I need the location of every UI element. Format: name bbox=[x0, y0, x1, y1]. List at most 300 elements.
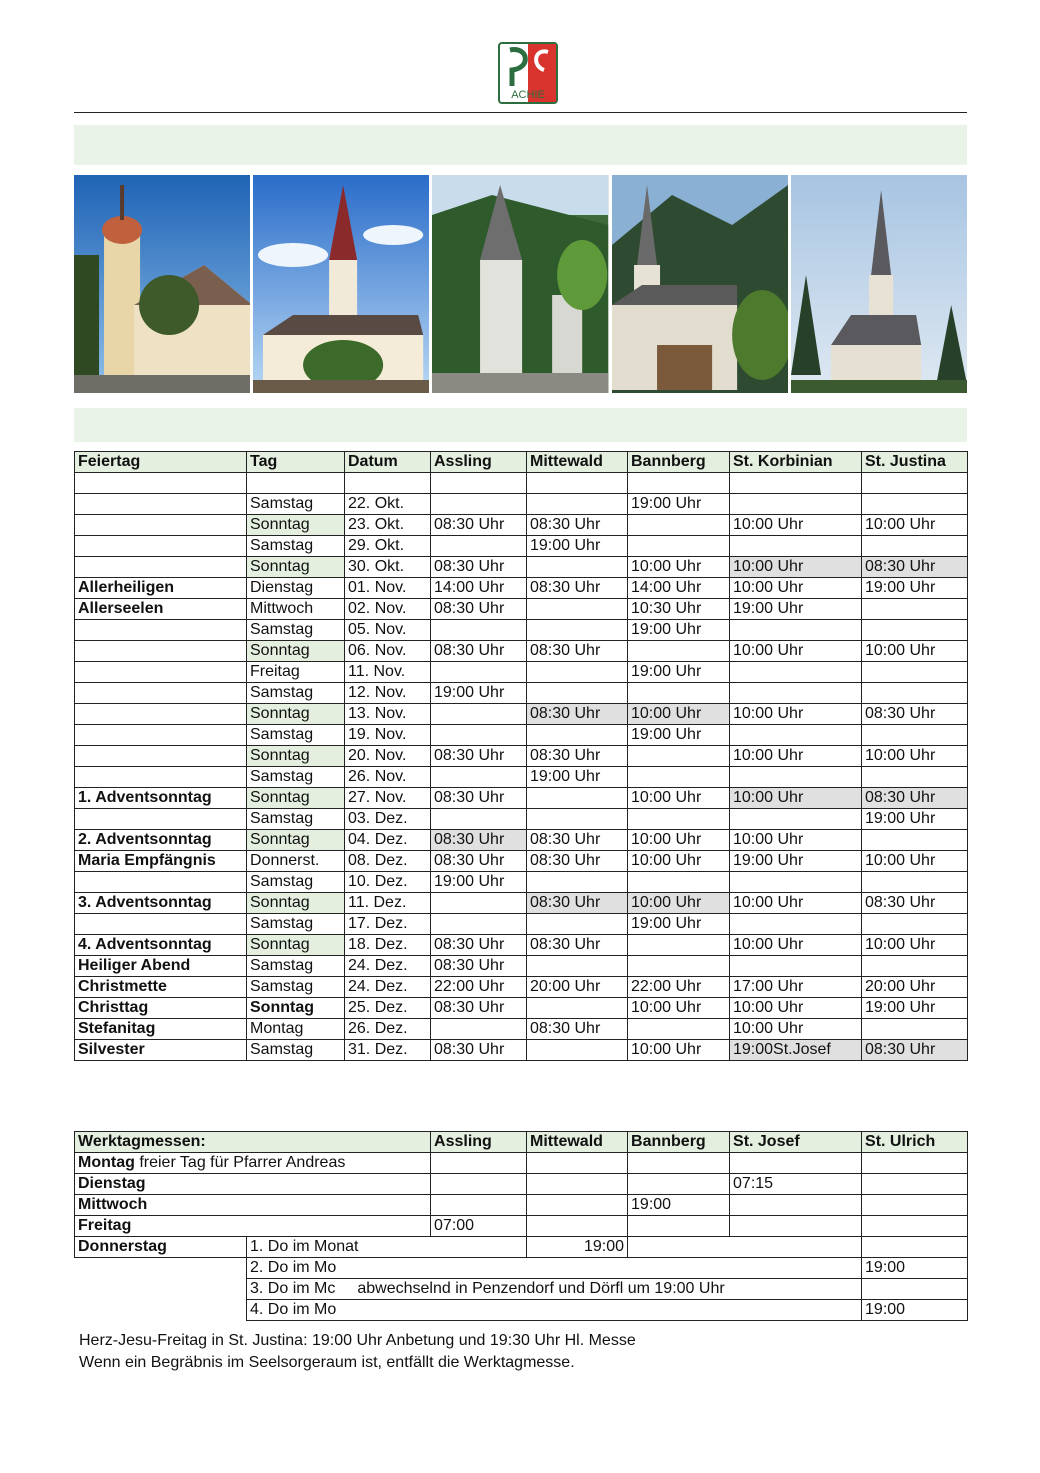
st-justina-cell bbox=[862, 536, 968, 557]
assling-cell bbox=[431, 494, 527, 515]
time-cell: 07:00 bbox=[431, 1216, 527, 1237]
feiertag-cell bbox=[75, 872, 247, 893]
datum-cell: 24. Dez. bbox=[345, 977, 431, 998]
assling-cell bbox=[431, 725, 527, 746]
mittewald-cell bbox=[527, 599, 628, 620]
table-row bbox=[75, 473, 968, 494]
assling-cell: 08:30 Uhr bbox=[431, 956, 527, 977]
tag-cell: Samstag bbox=[247, 809, 345, 830]
mittewald-cell: 08:30 Uhr bbox=[527, 851, 628, 872]
weekday-row-dienstag bbox=[75, 1174, 968, 1195]
st-justina-cell bbox=[862, 662, 968, 683]
cell bbox=[527, 1153, 628, 1174]
header-assling: Assling bbox=[431, 452, 527, 473]
tag-cell: Sonntag bbox=[247, 893, 345, 914]
tag-cell: Samstag bbox=[247, 1040, 345, 1061]
table-row bbox=[75, 641, 968, 662]
table-row bbox=[75, 872, 968, 893]
thursday-label: 3. Do im Mc bbox=[250, 1280, 336, 1297]
bannberg-cell bbox=[628, 473, 730, 494]
assling-cell bbox=[431, 620, 527, 641]
assling-cell: 08:30 Uhr bbox=[431, 998, 527, 1019]
table-row bbox=[75, 515, 968, 536]
st-korbinian-cell: 10:00 Uhr bbox=[730, 935, 862, 956]
day-label: Dienstag bbox=[75, 1174, 431, 1195]
st-korbinian-cell: 10:00 Uhr bbox=[730, 1019, 862, 1040]
st-korbinian-cell: 17:00 Uhr bbox=[730, 977, 862, 998]
datum-cell: 23. Okt. bbox=[345, 515, 431, 536]
table-row bbox=[75, 683, 968, 704]
thursday-label: 2. Do im Mo bbox=[247, 1258, 862, 1279]
bannberg-cell: 10:30 Uhr bbox=[628, 599, 730, 620]
bannberg-cell bbox=[628, 872, 730, 893]
cell bbox=[628, 1216, 730, 1237]
time-cell: 07:15 bbox=[730, 1174, 862, 1195]
st-justina-cell: 08:30 Uhr bbox=[862, 704, 968, 725]
assling-cell: 08:30 Uhr bbox=[431, 599, 527, 620]
feiertag-cell: 4. Adventsonntag bbox=[75, 935, 247, 956]
bannberg-cell bbox=[628, 515, 730, 536]
weekday-row-donnerstag-4 bbox=[75, 1300, 968, 1321]
mittewald-cell: 08:30 Uhr bbox=[527, 935, 628, 956]
time-cell: 19:00 bbox=[527, 1237, 628, 1258]
tag-cell: Montag bbox=[247, 1019, 345, 1040]
cell bbox=[730, 1216, 862, 1237]
st-korbinian-cell bbox=[730, 956, 862, 977]
tag-cell: Sonntag bbox=[247, 788, 345, 809]
st-korbinian-cell: 19:00 Uhr bbox=[730, 851, 862, 872]
bannberg-cell: 19:00 Uhr bbox=[628, 662, 730, 683]
st-korbinian-cell: 10:00 Uhr bbox=[730, 998, 862, 1019]
st-korbinian-cell: 10:00 Uhr bbox=[730, 641, 862, 662]
st-korbinian-cell: 10:00 Uhr bbox=[730, 557, 862, 578]
weekday-masses-table bbox=[74, 1131, 968, 1321]
assling-cell: 14:00 Uhr bbox=[431, 578, 527, 599]
st-justina-cell bbox=[862, 830, 968, 851]
feiertag-cell: 2. Adventsonntag bbox=[75, 830, 247, 851]
st-justina-cell bbox=[862, 599, 968, 620]
datum-cell: 13. Nov. bbox=[345, 704, 431, 725]
header-cell: Mittewald bbox=[527, 1132, 628, 1153]
feiertag-cell bbox=[75, 494, 247, 515]
time-cell: 19:00 bbox=[862, 1258, 968, 1279]
mittewald-cell: 08:30 Uhr bbox=[527, 578, 628, 599]
holiday-schedule-table bbox=[74, 451, 968, 1061]
datum-cell: 20. Nov. bbox=[345, 746, 431, 767]
thursday-label: 4. Do im Mo bbox=[247, 1300, 862, 1321]
datum-cell: 24. Dez. bbox=[345, 956, 431, 977]
cell bbox=[862, 1174, 968, 1195]
tag-cell bbox=[247, 473, 345, 494]
mittewald-cell: 20:00 Uhr bbox=[527, 977, 628, 998]
datum-cell: 18. Dez. bbox=[345, 935, 431, 956]
tag-cell: Samstag bbox=[247, 494, 345, 515]
table-row bbox=[75, 956, 968, 977]
mittewald-cell bbox=[527, 956, 628, 977]
mittewald-cell: 08:30 Uhr bbox=[527, 830, 628, 851]
feiertag-cell: Heiliger Abend bbox=[75, 956, 247, 977]
datum-cell: 17. Dez. bbox=[345, 914, 431, 935]
st-justina-cell: 10:00 Uhr bbox=[862, 851, 968, 872]
mittewald-cell bbox=[527, 788, 628, 809]
assling-cell: 08:30 Uhr bbox=[431, 641, 527, 662]
mittewald-cell bbox=[527, 662, 628, 683]
cell bbox=[730, 1153, 862, 1174]
header-cell: Werktagmessen: bbox=[75, 1132, 431, 1153]
mittewald-cell bbox=[527, 809, 628, 830]
tag-cell: Samstag bbox=[247, 977, 345, 998]
cell bbox=[862, 1216, 968, 1237]
assling-cell bbox=[431, 473, 527, 494]
header-mittewald: Mittewald bbox=[527, 452, 628, 473]
bannberg-cell: 10:00 Uhr bbox=[628, 851, 730, 872]
assling-cell bbox=[431, 662, 527, 683]
cell bbox=[862, 1279, 968, 1300]
header-st-justina: St. Justina bbox=[862, 452, 968, 473]
bannberg-cell bbox=[628, 641, 730, 662]
header-row bbox=[75, 452, 968, 473]
table-row bbox=[75, 662, 968, 683]
weekday-header-row bbox=[75, 1132, 968, 1153]
assling-cell: 08:30 Uhr bbox=[431, 746, 527, 767]
cell bbox=[628, 1174, 730, 1195]
feiertag-cell bbox=[75, 536, 247, 557]
table-row bbox=[75, 788, 968, 809]
bannberg-cell bbox=[628, 809, 730, 830]
tag-cell: Sonntag bbox=[247, 830, 345, 851]
assling-cell: 08:30 Uhr bbox=[431, 851, 527, 872]
st-korbinian-cell bbox=[730, 494, 862, 515]
bannberg-cell: 19:00 Uhr bbox=[628, 725, 730, 746]
cell bbox=[527, 1174, 628, 1195]
assling-cell: 08:30 Uhr bbox=[431, 935, 527, 956]
st-korbinian-cell bbox=[730, 914, 862, 935]
cell bbox=[75, 1258, 247, 1279]
table-row bbox=[75, 935, 968, 956]
header-tag: Tag bbox=[247, 452, 345, 473]
tag-cell: Samstag bbox=[247, 914, 345, 935]
section-band bbox=[74, 408, 967, 442]
table-row bbox=[75, 557, 968, 578]
svg-text:ACHIE: ACHIE bbox=[511, 89, 545, 101]
datum-cell: 26. Dez. bbox=[345, 1019, 431, 1040]
table-row bbox=[75, 536, 968, 557]
st-korbinian-cell: 10:00 Uhr bbox=[730, 578, 862, 599]
cell bbox=[431, 1174, 527, 1195]
st-justina-cell: 10:00 Uhr bbox=[862, 746, 968, 767]
feiertag-cell: 1. Adventsonntag bbox=[75, 788, 247, 809]
datum-cell: 31. Dez. bbox=[345, 1040, 431, 1061]
feiertag-cell: Maria Empfängnis bbox=[75, 851, 247, 872]
table-row bbox=[75, 578, 968, 599]
mittewald-cell: 19:00 Uhr bbox=[527, 767, 628, 788]
tag-cell: Samstag bbox=[247, 956, 345, 977]
st-justina-cell bbox=[862, 767, 968, 788]
cell bbox=[75, 1300, 247, 1321]
header-cell: St. Josef bbox=[730, 1132, 862, 1153]
feiertag-cell: Allerseelen bbox=[75, 599, 247, 620]
cell bbox=[527, 1195, 628, 1216]
datum-cell: 19. Nov. bbox=[345, 725, 431, 746]
table-row bbox=[75, 914, 968, 935]
church-photo-st-justina bbox=[791, 175, 967, 393]
table-row bbox=[75, 704, 968, 725]
st-korbinian-cell: 10:00 Uhr bbox=[730, 788, 862, 809]
tag-cell: Sonntag bbox=[247, 998, 345, 1019]
st-korbinian-cell bbox=[730, 662, 862, 683]
st-justina-cell bbox=[862, 620, 968, 641]
tag-cell: Dienstag bbox=[247, 578, 345, 599]
cell bbox=[628, 1153, 730, 1174]
time-cell: 19:00 bbox=[862, 1300, 968, 1321]
bannberg-cell bbox=[628, 767, 730, 788]
st-korbinian-cell: 10:00 Uhr bbox=[730, 704, 862, 725]
st-korbinian-cell bbox=[730, 536, 862, 557]
st-justina-cell: 10:00 Uhr bbox=[862, 641, 968, 662]
cell bbox=[862, 1237, 968, 1258]
day-label: Mittwoch bbox=[75, 1195, 431, 1216]
tag-cell: Sonntag bbox=[247, 935, 345, 956]
feiertag-cell bbox=[75, 725, 247, 746]
tag-cell: Sonntag bbox=[247, 515, 345, 536]
bannberg-cell: 22:00 Uhr bbox=[628, 977, 730, 998]
header-cell: St. Ulrich bbox=[862, 1132, 968, 1153]
header-cell: Bannberg bbox=[628, 1132, 730, 1153]
feiertag-cell bbox=[75, 683, 247, 704]
header-cell: Assling bbox=[431, 1132, 527, 1153]
bannberg-cell bbox=[628, 536, 730, 557]
table-row bbox=[75, 851, 968, 872]
datum-cell: 26. Nov. bbox=[345, 767, 431, 788]
mittewald-cell: 08:30 Uhr bbox=[527, 746, 628, 767]
datum-cell: 06. Nov. bbox=[345, 641, 431, 662]
datum-cell: 30. Okt. bbox=[345, 557, 431, 578]
cell bbox=[431, 1195, 527, 1216]
tag-cell: Samstag bbox=[247, 620, 345, 641]
assling-cell bbox=[431, 914, 527, 935]
assling-cell: 08:30 Uhr bbox=[431, 1040, 527, 1061]
feiertag-cell bbox=[75, 515, 247, 536]
day-label: Donnerstag bbox=[75, 1237, 247, 1258]
tag-cell: Sonntag bbox=[247, 557, 345, 578]
datum-cell: 29. Okt. bbox=[345, 536, 431, 557]
tag-cell: Samstag bbox=[247, 767, 345, 788]
assling-cell bbox=[431, 809, 527, 830]
assling-cell bbox=[431, 536, 527, 557]
mittewald-cell: 08:30 Uhr bbox=[527, 515, 628, 536]
thursday-row-3 bbox=[247, 1279, 862, 1300]
bannberg-cell: 19:00 Uhr bbox=[628, 620, 730, 641]
weekday-row-donnerstag-1 bbox=[75, 1237, 968, 1258]
cell bbox=[862, 1195, 968, 1216]
montag-note: freier Tag für Pfarrer Andreas bbox=[134, 1154, 346, 1171]
note-herz-jesu: Herz-Jesu-Freitag in St. Justina: 19:00 Uhr Anbetung und 19:30 Uhr Hl. Messe bbox=[79, 1332, 636, 1349]
table-row bbox=[75, 746, 968, 767]
tag-cell: Sonntag bbox=[247, 641, 345, 662]
datum-cell: 02. Nov. bbox=[345, 599, 431, 620]
tag-cell: Freitag bbox=[247, 662, 345, 683]
datum-cell: 11. Nov. bbox=[345, 662, 431, 683]
tag-cell: Sonntag bbox=[247, 704, 345, 725]
header-st-korbinian: St. Korbinian bbox=[730, 452, 862, 473]
table-row bbox=[75, 998, 968, 1019]
st-korbinian-cell bbox=[730, 725, 862, 746]
mittewald-cell bbox=[527, 494, 628, 515]
feiertag-cell: 3. Adventsonntag bbox=[75, 893, 247, 914]
weekday-row-montag bbox=[75, 1153, 968, 1174]
day-label: Freitag bbox=[75, 1216, 431, 1237]
table-row bbox=[75, 599, 968, 620]
st-korbinian-cell bbox=[730, 473, 862, 494]
st-justina-cell bbox=[862, 872, 968, 893]
bannberg-cell: 19:00 Uhr bbox=[628, 494, 730, 515]
st-justina-cell: 08:30 Uhr bbox=[862, 1040, 968, 1061]
cell bbox=[431, 1153, 527, 1174]
feiertag-cell: Stefanitag bbox=[75, 1019, 247, 1040]
st-justina-cell: 19:00 Uhr bbox=[862, 809, 968, 830]
table-row bbox=[75, 977, 968, 998]
header-datum: Datum bbox=[345, 452, 431, 473]
datum-cell: 01. Nov. bbox=[345, 578, 431, 599]
cell bbox=[527, 1216, 628, 1237]
table-row bbox=[75, 809, 968, 830]
datum-cell: 05. Nov. bbox=[345, 620, 431, 641]
tag-cell: Samstag bbox=[247, 536, 345, 557]
st-justina-cell: 20:00 Uhr bbox=[862, 977, 968, 998]
table-row bbox=[75, 620, 968, 641]
bannberg-cell bbox=[628, 746, 730, 767]
mittewald-cell: 08:30 Uhr bbox=[527, 704, 628, 725]
feiertag-cell bbox=[75, 767, 247, 788]
feiertag-cell bbox=[75, 746, 247, 767]
title-band bbox=[74, 125, 967, 165]
bannberg-cell: 10:00 Uhr bbox=[628, 704, 730, 725]
assling-cell bbox=[431, 767, 527, 788]
tag-cell: Samstag bbox=[247, 725, 345, 746]
header-bannberg: Bannberg bbox=[628, 452, 730, 473]
st-justina-cell bbox=[862, 725, 968, 746]
header-feiertag: Feiertag bbox=[75, 452, 247, 473]
feiertag-cell: Silvester bbox=[75, 1040, 247, 1061]
mittewald-cell bbox=[527, 473, 628, 494]
mittewald-cell bbox=[527, 557, 628, 578]
st-korbinian-cell bbox=[730, 683, 862, 704]
header-rule bbox=[74, 112, 967, 113]
datum-cell: 11. Dez. bbox=[345, 893, 431, 914]
feiertag-cell bbox=[75, 557, 247, 578]
weekday-row-donnerstag-3 bbox=[75, 1279, 968, 1300]
mittewald-cell bbox=[527, 683, 628, 704]
tag-cell: Donnerst. bbox=[247, 851, 345, 872]
feiertag-cell bbox=[75, 704, 247, 725]
feiertag-cell bbox=[75, 914, 247, 935]
feiertag-cell bbox=[75, 662, 247, 683]
mittewald-cell bbox=[527, 1040, 628, 1061]
datum-cell: 27. Nov. bbox=[345, 788, 431, 809]
cell bbox=[628, 1237, 862, 1258]
st-justina-cell bbox=[862, 683, 968, 704]
tag-cell: Samstag bbox=[247, 872, 345, 893]
table-row bbox=[75, 767, 968, 788]
bannberg-cell: 10:00 Uhr bbox=[628, 830, 730, 851]
st-justina-cell: 10:00 Uhr bbox=[862, 515, 968, 536]
table-row bbox=[75, 1019, 968, 1040]
datum-cell: 12. Nov. bbox=[345, 683, 431, 704]
feiertag-cell bbox=[75, 620, 247, 641]
bannberg-cell: 10:00 Uhr bbox=[628, 557, 730, 578]
mittewald-cell bbox=[527, 998, 628, 1019]
st-justina-cell bbox=[862, 473, 968, 494]
datum-cell: 08. Dez. bbox=[345, 851, 431, 872]
mittewald-cell bbox=[527, 725, 628, 746]
bannberg-cell: 10:00 Uhr bbox=[628, 893, 730, 914]
datum-cell: 25. Dez. bbox=[345, 998, 431, 1019]
st-justina-cell: 10:00 Uhr bbox=[862, 935, 968, 956]
bannberg-cell: 10:00 Uhr bbox=[628, 998, 730, 1019]
cell bbox=[75, 1279, 247, 1300]
thursday-label: 1. Do im Monat bbox=[247, 1237, 527, 1258]
datum-cell: 04. Dez. bbox=[345, 830, 431, 851]
st-korbinian-cell: 19:00St.Josef bbox=[730, 1040, 862, 1061]
mittewald-cell bbox=[527, 914, 628, 935]
st-korbinian-cell bbox=[730, 767, 862, 788]
assling-cell bbox=[431, 704, 527, 725]
bannberg-cell: 10:00 Uhr bbox=[628, 788, 730, 809]
note-begraebnis: Wenn ein Begräbnis im Seelsorgeraum ist, entfällt die Werktagmesse. bbox=[79, 1354, 575, 1371]
assling-cell bbox=[431, 893, 527, 914]
church-photo-mittewald bbox=[253, 175, 429, 393]
st-justina-cell: 08:30 Uhr bbox=[862, 557, 968, 578]
church-photo-st-korbinian bbox=[612, 175, 788, 393]
mittewald-cell bbox=[527, 872, 628, 893]
st-korbinian-cell: 19:00 Uhr bbox=[730, 599, 862, 620]
feiertag-cell bbox=[75, 473, 247, 494]
time-cell: 19:00 bbox=[628, 1195, 730, 1216]
assling-cell: 22:00 Uhr bbox=[431, 977, 527, 998]
church-photo-assling bbox=[74, 175, 250, 393]
parish-logo bbox=[498, 42, 558, 104]
table-row bbox=[75, 1040, 968, 1061]
datum-cell: 10. Dez. bbox=[345, 872, 431, 893]
st-korbinian-cell: 10:00 Uhr bbox=[730, 746, 862, 767]
st-justina-cell: 19:00 Uhr bbox=[862, 998, 968, 1019]
feiertag-cell bbox=[75, 809, 247, 830]
tag-cell: Samstag bbox=[247, 683, 345, 704]
st-justina-cell bbox=[862, 494, 968, 515]
datum-cell: 03. Dez. bbox=[345, 809, 431, 830]
st-korbinian-cell bbox=[730, 809, 862, 830]
st-justina-cell: 08:30 Uhr bbox=[862, 893, 968, 914]
bannberg-cell bbox=[628, 683, 730, 704]
weekday-row-mittwoch bbox=[75, 1195, 968, 1216]
mittewald-cell: 19:00 Uhr bbox=[527, 536, 628, 557]
bannberg-cell: 19:00 Uhr bbox=[628, 914, 730, 935]
tag-cell: Sonntag bbox=[247, 746, 345, 767]
assling-cell: 19:00 Uhr bbox=[431, 872, 527, 893]
bannberg-cell bbox=[628, 1019, 730, 1040]
st-justina-cell: 08:30 Uhr bbox=[862, 788, 968, 809]
bannberg-cell: 14:00 Uhr bbox=[628, 578, 730, 599]
thursday-note: abwechselnd in Penzendorf und Dörfl um 19:00 Uhr bbox=[357, 1280, 725, 1297]
assling-cell bbox=[431, 1019, 527, 1040]
assling-cell: 08:30 Uhr bbox=[431, 515, 527, 536]
tag-cell: Mittwoch bbox=[247, 599, 345, 620]
st-justina-cell bbox=[862, 956, 968, 977]
assling-cell: 08:30 Uhr bbox=[431, 557, 527, 578]
feiertag-cell bbox=[75, 641, 247, 662]
table-row bbox=[75, 725, 968, 746]
table-row bbox=[75, 830, 968, 851]
